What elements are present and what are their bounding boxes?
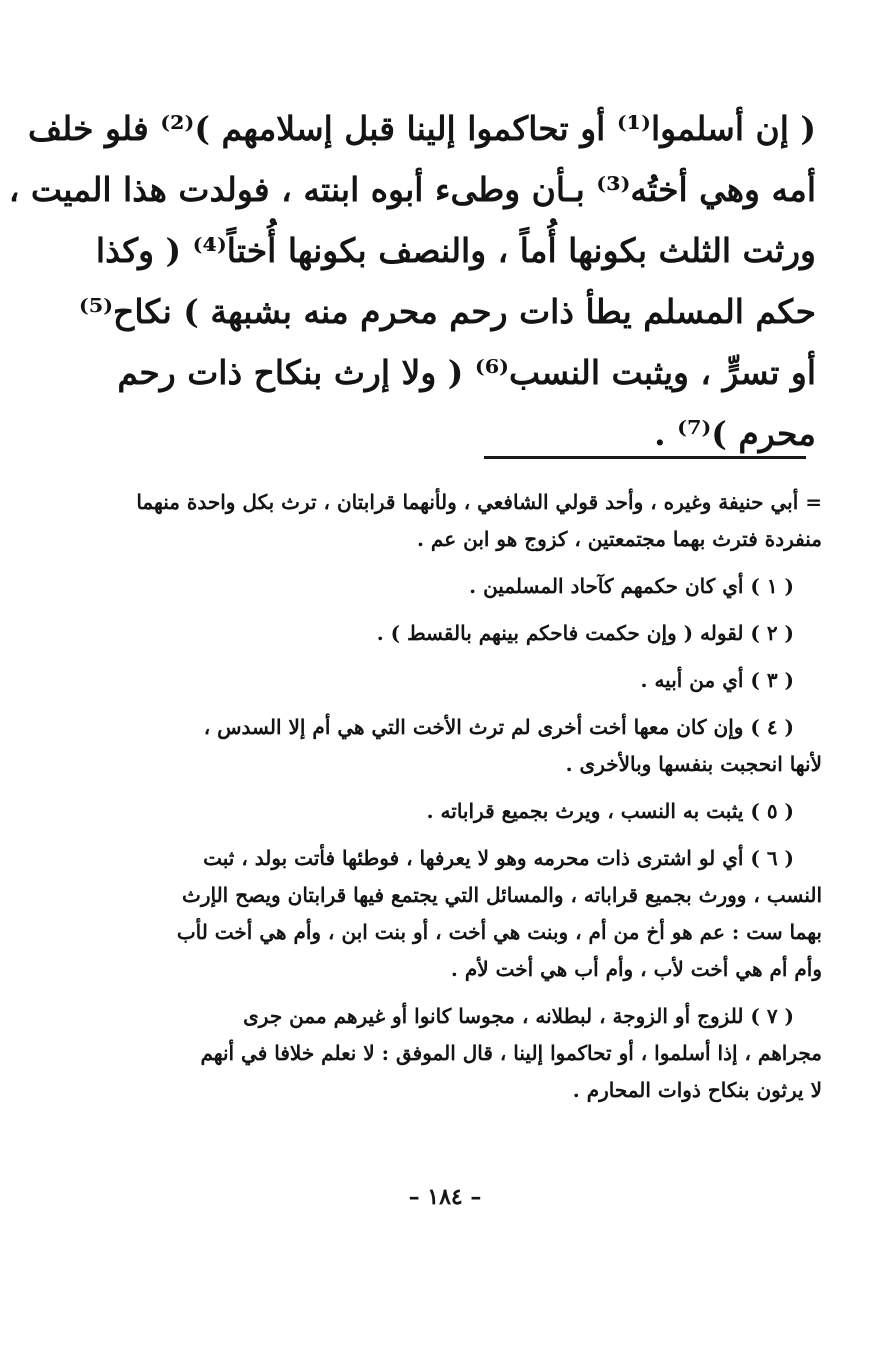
footnote-line: النسب ، وورث بجميع قراباته ، والمسائل التي يجتمع فيها قرابتان ويصح الإرث — [182, 883, 822, 907]
main-text-body — [8, 98, 816, 464]
footnote-line: ( ١ ) أي كان حكمهم كآحاد المسلمين . — [469, 574, 794, 598]
footnote-5 — [70, 793, 822, 830]
main-text-line: حكم المسلم يطأ ذات رحم محرم منه بشبهة ) نكاح⁽⁵⁾ — [78, 292, 816, 331]
footnote-line: ( ٤ ) وإن كان معها أخت أخرى لم ترث الأخت التي هي أم إلا السدس ، — [203, 715, 794, 739]
footnotes-section — [70, 484, 822, 1119]
footnote-3 — [70, 662, 822, 699]
footnote-line: لأنها انحجبت بنفسها وبالأخرى . — [565, 752, 822, 776]
footnote-line: منفردة فترث بهما مجتمعتين ، كزوج هو ابن عم . — [416, 527, 822, 551]
footnote-continuation — [70, 484, 822, 558]
footnote-line: ( ٢ ) لقوله ( وإن حكمت فاحكم بينهم بالقسط ) . — [376, 621, 794, 645]
footnote-line: وأم أم هي أخت لأب ، وأم أب هي أخت لأم . — [450, 957, 822, 981]
footnote-line: ( ٣ ) أي من أبيه . — [640, 668, 794, 692]
footnote-1 — [70, 568, 822, 605]
main-text-line: ( إن أسلموا⁽¹⁾ أو تحاكموا إلينا قبل إسلامهم )⁽²⁾ فلو خلف — [28, 109, 816, 148]
footnote-6 — [70, 840, 822, 988]
footnote-line: ( ٦ ) أي لو اشترى ذات محرمه وهو لا يعرفها ، فوطئها فأتت بولد ، ثبت — [203, 846, 794, 870]
footnote-line: مجراهم ، إذا أسلموا ، أو تحاكموا إلينا ، قال الموفق : لا نعلم خلافا في أنهم — [200, 1041, 822, 1065]
main-text-line: أو تسرٍّ ، ويثبت النسب⁽⁶⁾ ( ولا إرث بنكاح ذات رحم — [117, 353, 816, 392]
footnote-line: = أبي حنيفة وغيره ، وأحد قولي الشافعي ، ولأنهما قرابتان ، ترث بكل واحدة منهما — [136, 490, 822, 514]
footnote-2 — [70, 615, 822, 652]
main-text-line: محرم )⁽⁷⁾ . — [654, 414, 816, 453]
page-number: – ١٨٤ – — [408, 1184, 482, 1210]
footnote-line: ( ٥ ) يثبت به النسب ، ويرث بجميع قراباته . — [426, 799, 794, 823]
footnote-line: لا يرثون بنكاح ذوات المحارم . — [572, 1078, 822, 1102]
footnote-7 — [70, 998, 822, 1109]
footnote-divider — [484, 456, 806, 459]
footnote-4 — [70, 709, 822, 783]
footnote-line: بهما ست : عم هو أخ من أم ، وبنت هي أخت ، أو بنت ابن ، وأم هي أخت لأب — [176, 920, 822, 944]
main-text-line: أمه وهي أختُه⁽³⁾ بـأن وطىء أبوه ابنته ، فولدت هذا الميت ، — [8, 170, 816, 209]
footnote-line: ( ٧ ) للزوج أو الزوجة ، لبطلانه ، مجوسا كانوا أو غيرهم ممن جرى — [243, 1004, 794, 1028]
main-text-line: ورثت الثلث بكونها أُماً ، والنصف بكونها أُختاً⁽⁴⁾ ( وكذا — [95, 231, 816, 270]
